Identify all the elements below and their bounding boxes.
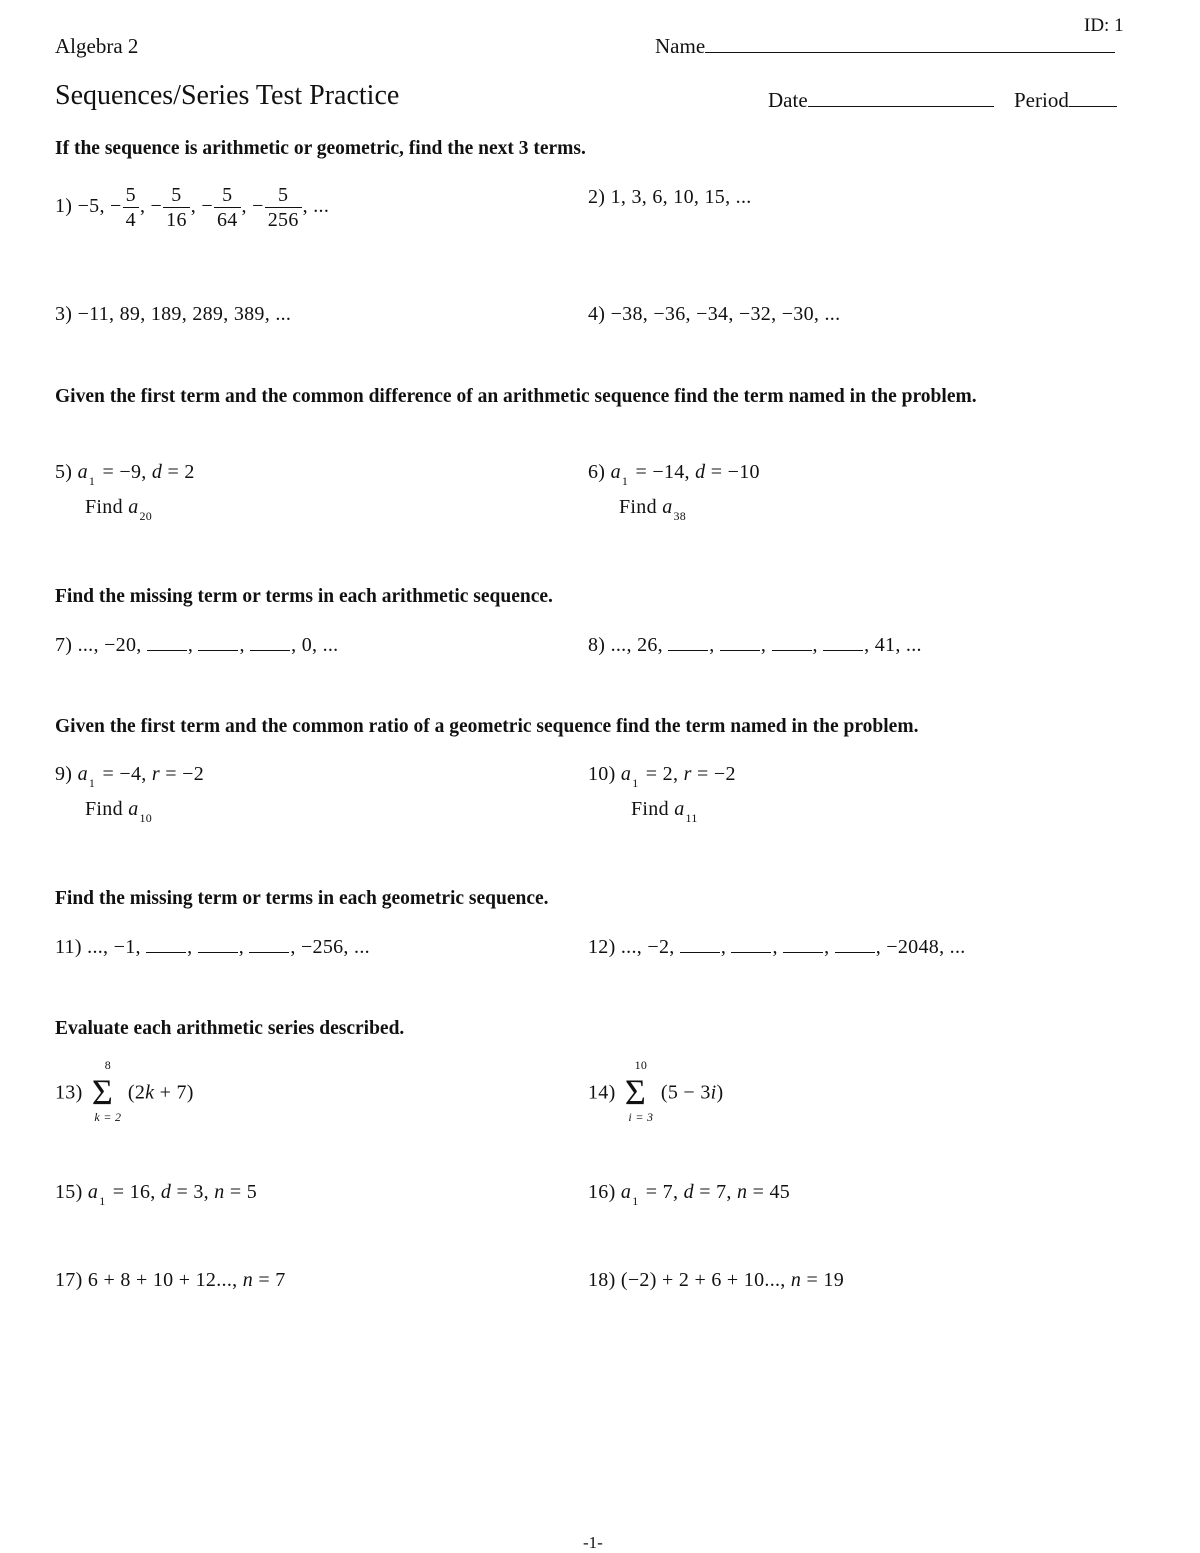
summation-symbol: 8 Σ k = 2	[91, 1058, 122, 1124]
section-instruction: Evaluate each arithmetic series described.	[55, 1018, 405, 1039]
problem-11: 11) ..., −1, , , , −256, ...	[55, 936, 370, 958]
fraction: $\frac{5}{4}$	[123, 183, 139, 232]
answer-blank[interactable]	[835, 951, 875, 953]
period-field[interactable]	[1014, 88, 1117, 113]
answer-blank[interactable]	[147, 649, 187, 651]
problem-2: 2) 1, 3, 6, 10, 15, ...	[588, 186, 752, 208]
problem-12: 12) ..., −2, , , , , −2048, ...	[588, 936, 966, 958]
problem-9: 9) $a_1 = -4$, r = −2	[55, 763, 205, 790]
page-title: Sequences/Series Test Practice	[55, 80, 400, 111]
section-instruction: If the sequence is arithmetic or geometric, find the next 3 terms.	[55, 138, 586, 159]
problem-5: 5) $a_1 = -9$, d = 2	[55, 461, 195, 488]
date-line	[808, 105, 994, 107]
fraction: $\frac{5}{256}$	[265, 183, 302, 232]
answer-blank[interactable]	[783, 951, 823, 953]
problem-18: 18) (−2) + 2 + 6 + 10..., n = 19	[588, 1269, 845, 1291]
problem-1: 1) −5, − $\frac{5}{4}$ , − $\frac{5}{16}$ , − $\frac{5}{64}$ , − $\frac{5}{256}$ , ...	[55, 184, 330, 231]
problem-4: 4) −38, −36, −34, −32, −30, ...	[588, 303, 841, 325]
answer-blank[interactable]	[198, 649, 238, 651]
answer-blank[interactable]	[731, 951, 771, 953]
problem-10-find: Find $a_{11}$	[631, 798, 698, 825]
problem-3: 3) −11, 89, 189, 289, 389, ...	[55, 303, 292, 325]
problem-6: 6) $a_1 = -14$, d = −10	[588, 461, 760, 488]
answer-blank[interactable]	[198, 951, 238, 953]
answer-blank[interactable]	[772, 649, 812, 651]
problem-17: 17) 6 + 8 + 10 + 12..., n = 7	[55, 1269, 286, 1291]
answer-blank[interactable]	[250, 649, 290, 651]
answer-blank[interactable]	[249, 951, 289, 953]
name-line	[705, 51, 1115, 53]
answer-blank[interactable]	[146, 951, 186, 953]
course-name: Algebra 2	[55, 34, 139, 58]
name-label: Name	[655, 34, 706, 58]
problem-14: 14) 10 Σ i = 3 (5 − 3i)	[588, 1058, 724, 1124]
fraction: $\frac{5}{64}$	[214, 183, 241, 232]
problem-10: 10) $a_1 = 2$, r = −2	[588, 763, 736, 790]
name-field[interactable]	[655, 34, 1115, 59]
date-field[interactable]	[768, 88, 994, 113]
problem-7: 7) ..., −20, , , , 0, ...	[55, 634, 339, 656]
problem-8: 8) ..., 26, , , , , 41, ...	[588, 634, 922, 656]
problem-5-find: Find $a_{20}$	[85, 496, 153, 523]
answer-blank[interactable]	[680, 951, 720, 953]
answer-blank[interactable]	[720, 649, 760, 651]
problem-9-find: Find $a_{10}$	[85, 798, 153, 825]
problem-6-find: Find $a_{38}$	[619, 496, 687, 523]
problem-15: 15) $a_1 = 16$, d = 3, n = 5	[55, 1181, 258, 1208]
worksheet-id: ID: 1	[1084, 15, 1124, 36]
section-instruction: Given the first term and the common ratio of a geometric sequence find the term named in the problem.	[55, 716, 919, 737]
answer-blank[interactable]	[668, 649, 708, 651]
period-line	[1069, 105, 1117, 107]
section-instruction: Find the missing term or terms in each arithmetic sequence.	[55, 586, 553, 607]
period-label: Period	[1014, 88, 1069, 112]
problem-16: 16) $a_1 = 7$, d = 7, n = 45	[588, 1181, 791, 1208]
summation-symbol: 10 Σ i = 3	[624, 1058, 654, 1124]
page-number: -1-	[583, 1533, 603, 1552]
section-instruction: Given the first term and the common difference of an arithmetic sequence find the term named in the problem.	[55, 386, 977, 407]
section-instruction: Find the missing term or terms in each geometric sequence.	[55, 888, 549, 909]
fraction: $\frac{5}{16}$	[163, 183, 190, 232]
date-label: Date	[768, 88, 808, 112]
problem-13: 13) 8 Σ k = 2 (2k + 7)	[55, 1058, 194, 1124]
answer-blank[interactable]	[823, 649, 863, 651]
